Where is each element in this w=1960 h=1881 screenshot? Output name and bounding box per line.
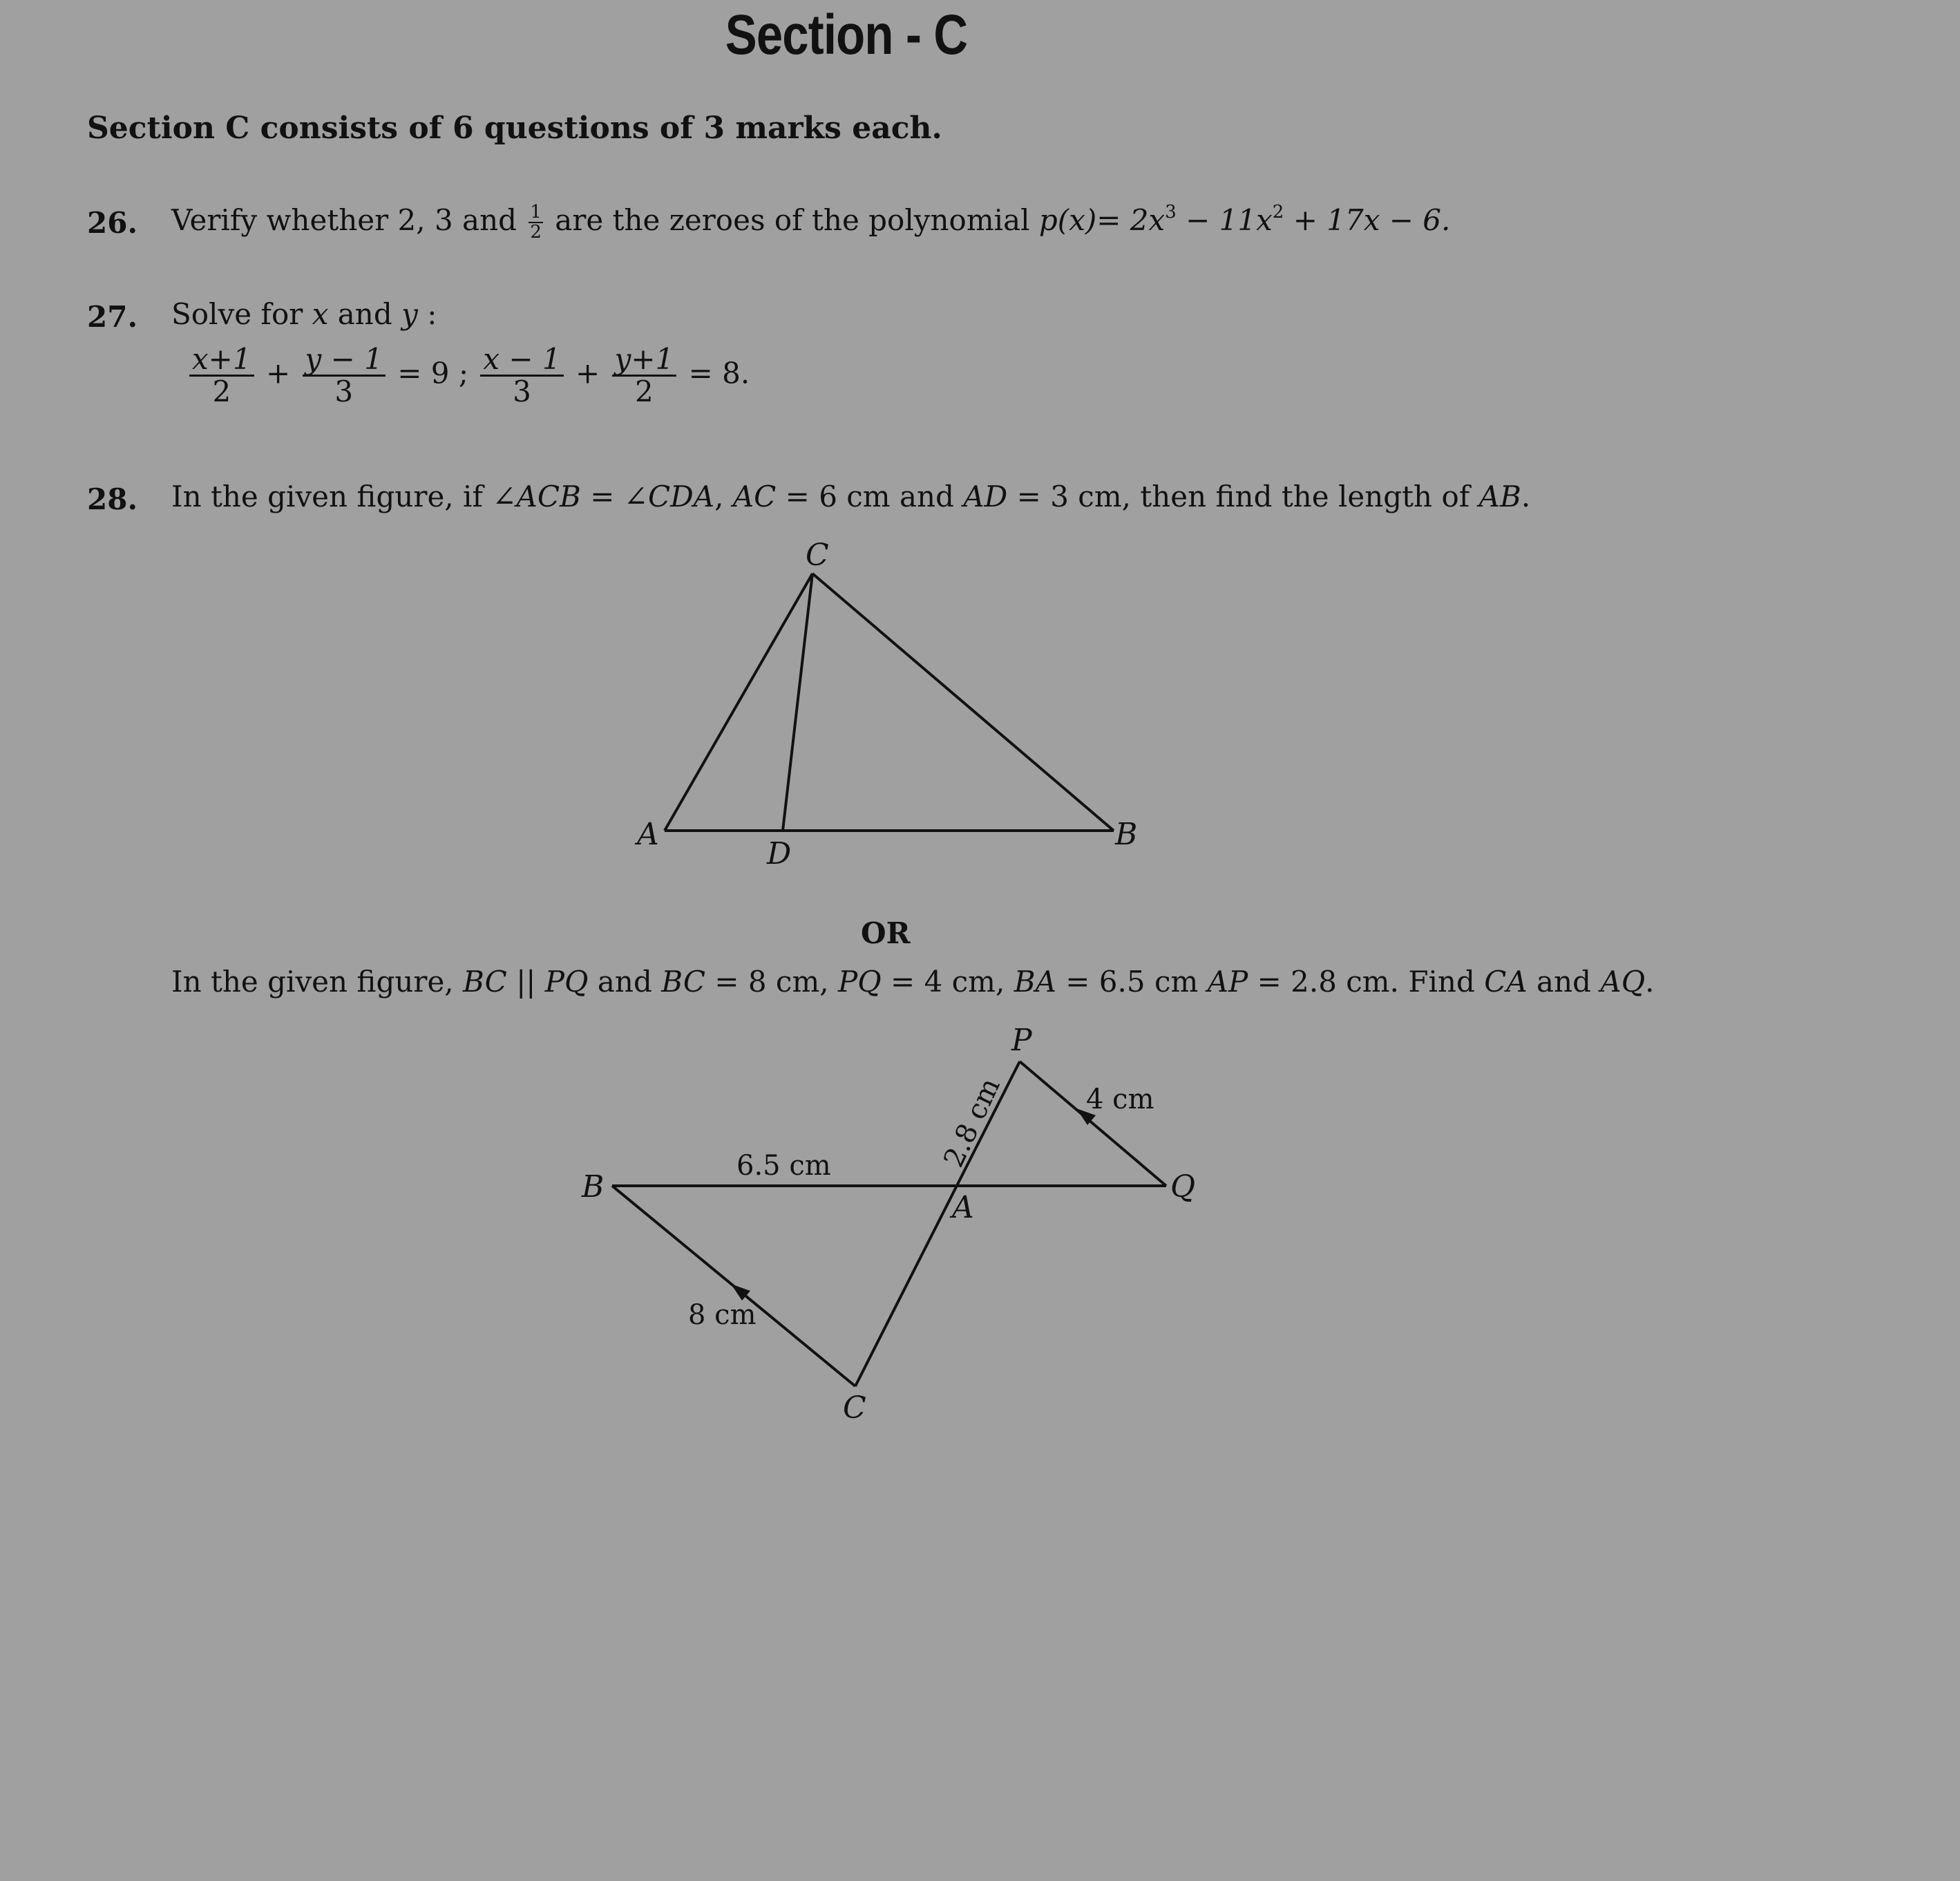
q28-alt-ap: AP [1207, 965, 1248, 999]
q28-end: . [1521, 480, 1531, 513]
q28-ac-val: = 6 cm and [776, 480, 964, 513]
q28-eq-a: = [580, 480, 624, 513]
q27-eq-2: = 8. [688, 356, 750, 390]
q28-alt-ba-val: = 6.5 cm [1056, 965, 1208, 999]
q26-poly-exp3: 3 [1165, 202, 1177, 223]
segment-pq [1020, 1061, 1166, 1186]
figure-bowtie-bcpq [612, 1061, 1166, 1386]
or-separator: OR [861, 916, 911, 950]
fig1-label-c: C [806, 538, 829, 573]
fig2-length-ap: 2.8 cm [938, 1072, 1007, 1173]
q28-angle-cda: ∠CDA [623, 480, 715, 513]
q28-alt-aq: AQ [1600, 965, 1646, 999]
q28-ad-val: = 3 cm, then find the length of [1007, 480, 1479, 513]
q28-angle-acb: ∠ACB [492, 480, 581, 513]
q27-f4-den: 2 [635, 375, 654, 409]
q28-alt-text-a: In the given figure, [171, 965, 464, 999]
section-instruction: Section C consists of 6 questions of 3 marks each. [87, 111, 942, 146]
question-28-number: 28. [87, 482, 138, 516]
q27-eq-1: = 9 ; [397, 356, 468, 390]
figure-triangle-acb [665, 574, 1114, 831]
q28-alt-ap-val: = 2.8 cm. Find [1248, 965, 1485, 999]
q27-f3-den: 3 [513, 375, 531, 409]
fig2-label-a: A [952, 1190, 974, 1225]
q28-ac: AC [732, 480, 777, 513]
q27-f2-den: 3 [334, 375, 354, 409]
q27-f3-num: x − 1 [480, 344, 563, 377]
q28-alt-pq: PQ [837, 965, 882, 999]
section-title: Section - C [725, 3, 968, 66]
q28-alt-pq-val: = 4 cm, [881, 965, 1014, 999]
q26-poly-b: − 11x [1186, 203, 1273, 237]
q28-alt-text-b: and [588, 965, 662, 999]
q28-ad: AD [963, 480, 1008, 513]
q28-alt-end: . [1645, 965, 1655, 999]
q27-f1-den: 2 [212, 375, 231, 409]
fig1-label-a: A [637, 817, 659, 852]
q27-var-y: y [401, 297, 418, 331]
q28-ab: AB [1478, 480, 1521, 513]
q27-text-colon: : [427, 297, 437, 331]
fig2-label-c: C [843, 1390, 866, 1426]
q26-poly-exp2: 2 [1272, 202, 1284, 223]
q26-text-mid: are the zeroes of the polynomial [555, 203, 1030, 237]
fig2-length-bc: 8 cm [688, 1299, 757, 1331]
q26-poly-lhs: p(x) [1038, 203, 1097, 237]
q27-f2-num: y − 1 [303, 344, 386, 377]
fig2-label-q: Q [1170, 1169, 1196, 1204]
q26-frac-den: 2 [530, 222, 542, 243]
q27-f1-num: x+1 [189, 344, 254, 377]
q26-poly-a: = 2x [1096, 203, 1165, 237]
q28-sep-1: , [714, 480, 733, 513]
question-26-number: 26. [87, 206, 138, 240]
fig2-length-ba: 6.5 cm [736, 1150, 831, 1182]
q28-alt-ca: CA [1484, 965, 1528, 999]
segment-ca [665, 574, 812, 831]
fig2-label-b: B [582, 1169, 605, 1204]
q28-alt-bc-val: = 8 cm, [705, 965, 838, 999]
question-27-number: 27. [87, 300, 138, 334]
fig2-length-pq: 4 cm [1086, 1084, 1154, 1115]
q27-text-and: and [337, 297, 392, 331]
q27-f4-num: y+1 [612, 344, 677, 377]
q27-text-a: Solve for [171, 297, 303, 331]
q26-poly-c: + 17x − 6. [1293, 203, 1451, 237]
segment-cd [783, 574, 812, 831]
question-28-alt-text [171, 965, 1654, 999]
q28-alt-and: and [1527, 965, 1601, 999]
q27-plus-2: + [575, 356, 600, 390]
fig2-label-p: P [1011, 1023, 1032, 1058]
q27-var-x: x [312, 297, 329, 331]
segment-cb [812, 574, 1114, 831]
fig1-label-b: B [1115, 817, 1138, 852]
q28-alt-bc: BC [661, 965, 705, 999]
q28-alt-bcpq: BC || PQ [463, 965, 589, 999]
q26-text-before: Verify whether 2, 3 and [171, 203, 517, 237]
q28-alt-ba: BA [1014, 965, 1056, 999]
fig1-label-d: D [767, 836, 792, 871]
q28-text-a: In the given figure, if [171, 480, 483, 513]
q26-frac-num: 1 [530, 201, 542, 223]
q27-plus-1: + [265, 356, 291, 390]
